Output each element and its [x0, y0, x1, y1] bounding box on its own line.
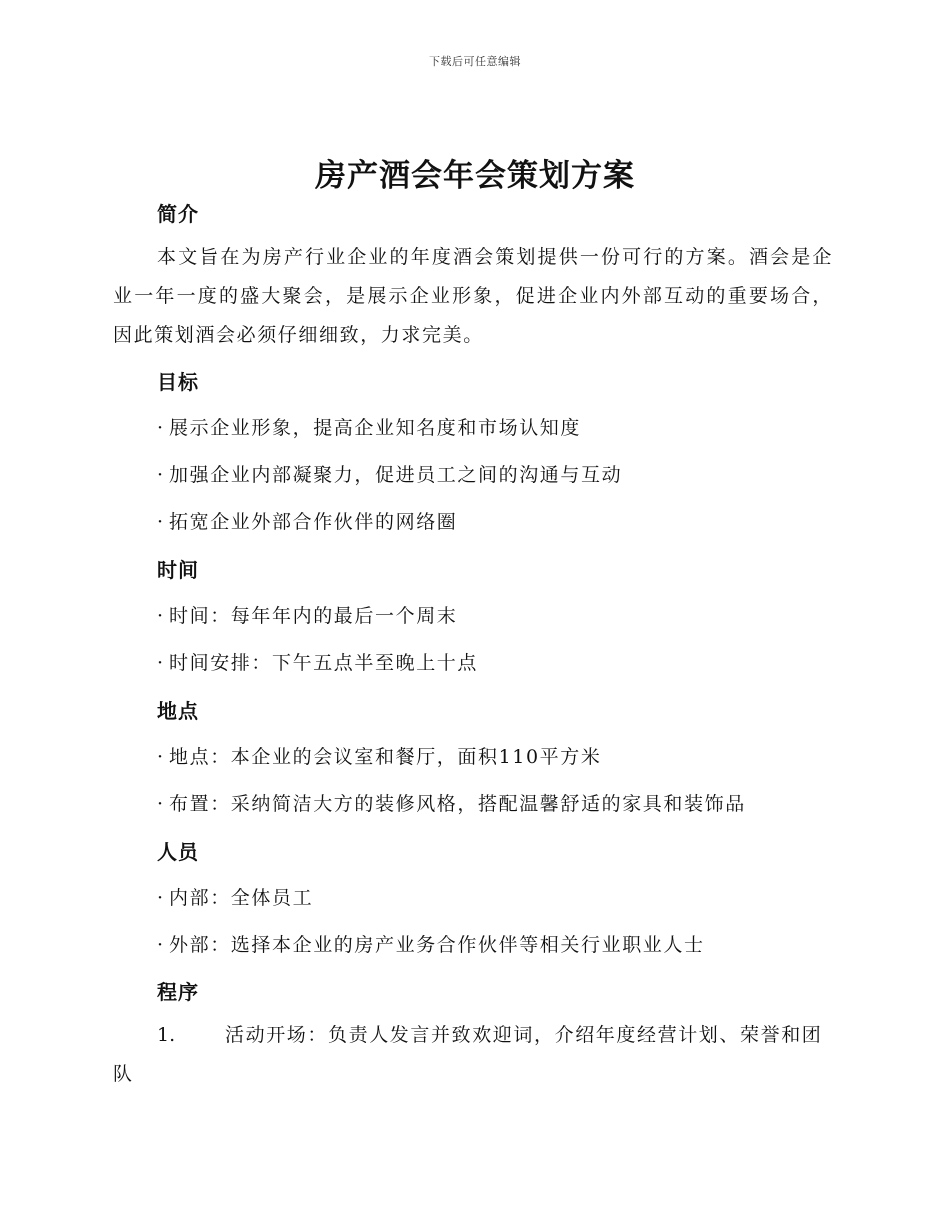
bullet-dot: · — [157, 934, 165, 956]
bullet-dot: · — [157, 887, 165, 909]
section-heading-program: 程序 — [157, 980, 199, 1004]
section-heading-goals: 目标 — [157, 370, 199, 394]
section-heading-time: 时间 — [157, 558, 199, 582]
goal-item — [157, 507, 457, 534]
section-heading-intro: 简介 — [157, 202, 199, 226]
program-step — [113, 1016, 833, 1094]
bullet-dot: · — [157, 511, 165, 533]
goal-item-text: 拓宽企业外部合作伙伴的网络圈 — [169, 511, 458, 533]
step-text: 活动开场：负责人发言并致欢迎词，介绍年度经营计划、荣誉和团队 — [113, 1024, 823, 1085]
goal-item — [157, 460, 622, 487]
goal-item-text: 加强企业内部凝聚力，促进员工之间的沟通与互动 — [169, 464, 623, 486]
bullet-dot: · — [157, 746, 165, 768]
step-number: 1. — [157, 1024, 176, 1046]
bullet-dot: · — [157, 417, 165, 439]
goal-item-text: 展示企业形象，提高企业知名度和市场认知度 — [169, 417, 582, 439]
intro-paragraph: 本文旨在为房产行业企业的年度酒会策划提供一份可行的方案。酒会是企业一年一度的盛大聚会，是展示企业形象，促进企业内外部互动的重要场合，因此策划酒会必须仔细细致，力求完美。 — [113, 246, 833, 346]
time-item-text: 时间：每年年内的最后一个周末 — [169, 605, 458, 627]
people-item — [157, 883, 313, 910]
time-item-text: 时间安排：下午五点半至晚上十点 — [169, 652, 479, 674]
location-item — [157, 742, 601, 769]
bullet-dot: · — [157, 793, 165, 815]
location-item-text: 地点：本企业的会议室和餐厅，面积110平方米 — [169, 746, 602, 768]
bullet-dot: · — [157, 464, 165, 486]
location-item-text: 布置：采纳简洁大方的装修风格，搭配温馨舒适的家具和装饰品 — [169, 793, 746, 815]
time-item — [157, 648, 478, 675]
bullet-dot: · — [157, 652, 165, 674]
page-header: 下载后可任意编辑 — [429, 55, 521, 68]
people-item-text: 内部：全体员工 — [169, 887, 314, 909]
section-heading-location: 地点 — [157, 699, 199, 723]
document-title: 房产酒会年会策划方案 — [315, 158, 635, 194]
people-item — [157, 930, 705, 957]
people-item-text: 外部：选择本企业的房产业务合作伙伴等相关行业职业人士 — [169, 934, 705, 956]
location-item — [157, 789, 746, 816]
time-item — [157, 601, 457, 628]
goal-item — [157, 413, 581, 440]
bullet-dot: · — [157, 605, 165, 627]
section-heading-people: 人员 — [157, 840, 199, 864]
